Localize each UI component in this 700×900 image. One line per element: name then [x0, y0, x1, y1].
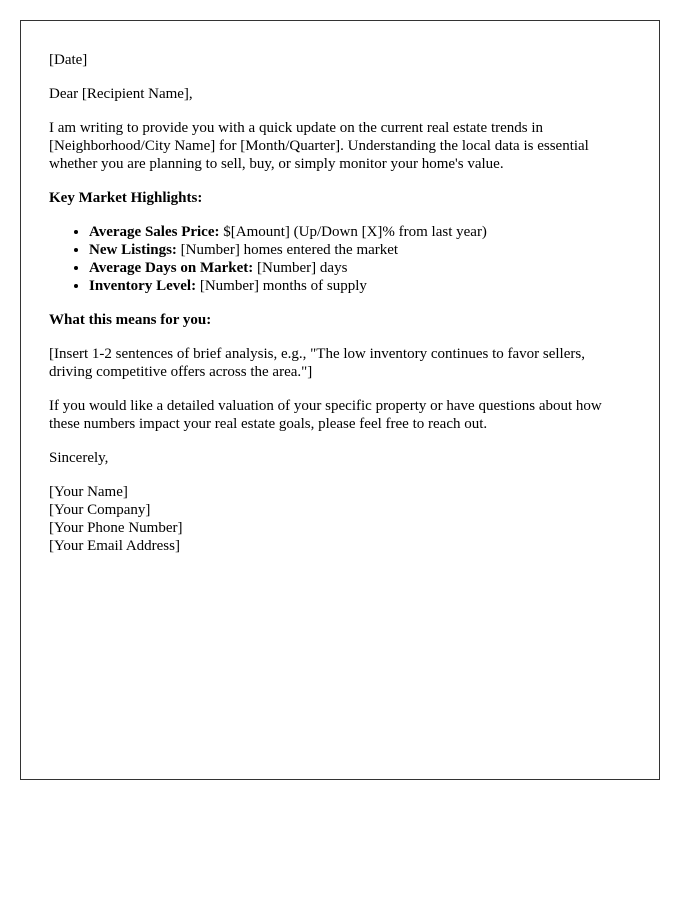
analysis-paragraph: [Insert 1-2 sentences of brief analysis, e.g., "The low inventory continues to favor sellers, driving competitive offers across the area."] [49, 346, 585, 380]
what-this-means-heading: What this means for you: [49, 312, 212, 328]
highlight-value: [Number] homes entered the market [176, 242, 399, 258]
market-highlights-list [49, 223, 631, 295]
highlight-label: New Listings: [89, 242, 177, 258]
letter-document [20, 20, 660, 780]
highlight-new-listings [89, 241, 631, 259]
signature-name: [Your Name] [49, 484, 128, 500]
highlight-average-sales-price [89, 223, 631, 241]
letter-salutation: Dear [Recipient Name], [49, 86, 193, 102]
highlight-inventory-level [89, 277, 631, 295]
highlight-value: [Number] months of supply [196, 278, 367, 294]
sign-off: Sincerely, [49, 450, 109, 466]
closing-paragraph: If you would like a detailed valuation of your specific property or have questions about how these numbers impact your real estate goals, please feel free to reach out. [49, 398, 602, 432]
highlight-value: [Number] days [253, 260, 348, 276]
letter-date: [Date] [49, 52, 88, 68]
key-market-highlights-heading: Key Market Highlights: [49, 190, 203, 206]
highlight-average-days-on-market [89, 259, 631, 277]
highlight-label: Average Days on Market: [89, 260, 254, 276]
signature-email: [Your Email Address] [49, 538, 180, 554]
highlight-value: $[Amount] (Up/Down [X]% from last year) [219, 224, 487, 240]
highlight-label: Inventory Level: [89, 278, 197, 294]
highlight-label: Average Sales Price: [89, 224, 220, 240]
signature-company: [Your Company] [49, 502, 151, 518]
letter-intro-paragraph: I am writing to provide you with a quick update on the current real estate trends in [Neighborhood/City Name] for [Month/Quarter]. Understanding the local data is essential whether you are planning to sell, buy, or simply monitor your home's value. [49, 120, 589, 172]
signature-block [49, 483, 631, 555]
signature-phone: [Your Phone Number] [49, 520, 183, 536]
